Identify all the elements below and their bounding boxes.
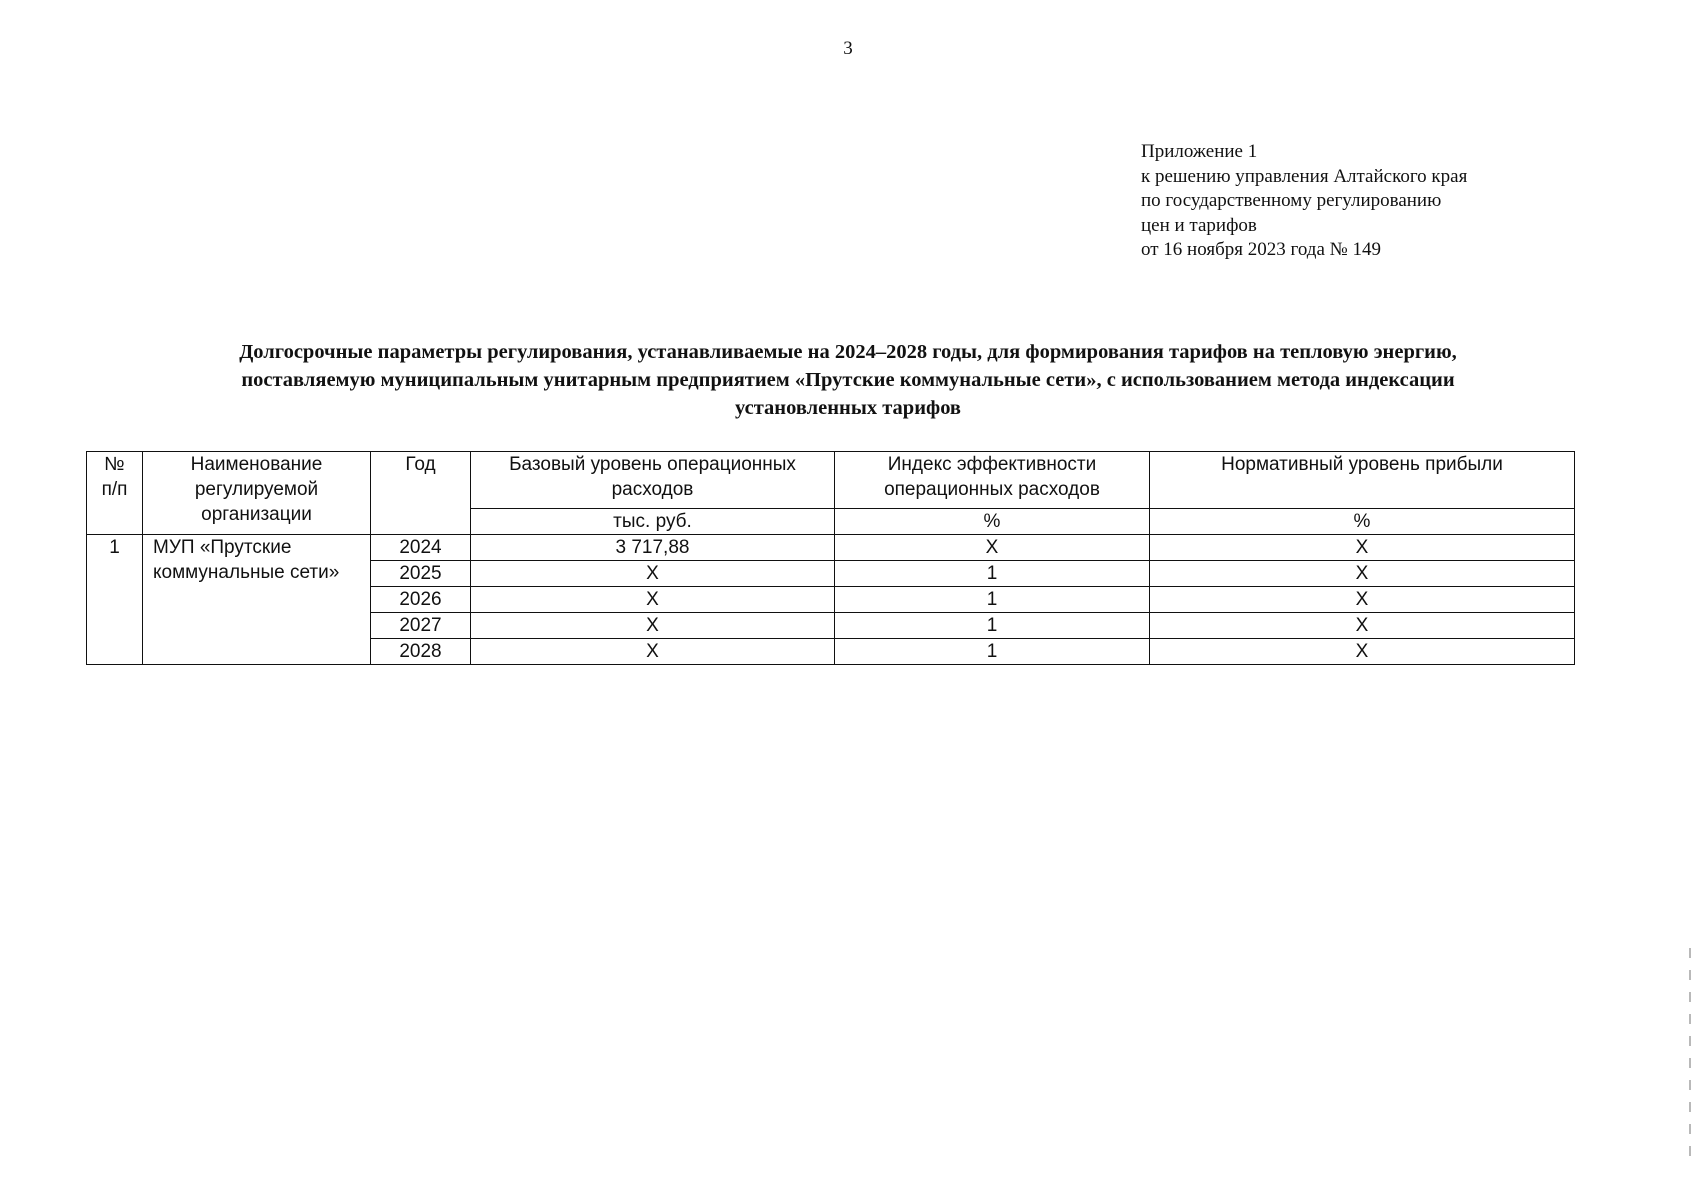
header-text: расходов <box>611 479 694 500</box>
header-text: Наименование <box>190 454 323 475</box>
title-line: Долгосрочные параметры регулирования, устанавливаемые на 2024–2028 годы, для формирования тарифов на тепловую энергию, <box>239 341 1457 363</box>
efficiency-index-cell: 1 <box>835 561 1150 587</box>
unit-profit: % <box>1150 509 1575 535</box>
header-text: п/п <box>101 479 128 500</box>
header-text: Нормативный уровень прибыли <box>1221 454 1503 475</box>
base-level-cell: X <box>471 561 835 587</box>
appendix-line: к решению управления Алтайского края <box>1141 165 1468 187</box>
table-row <box>87 535 1575 561</box>
efficiency-index-cell: 1 <box>835 587 1150 613</box>
row-number: 1 <box>87 535 143 665</box>
header-row <box>87 452 1575 509</box>
header-text: Год <box>405 454 436 475</box>
year-cell: 2024 <box>371 535 471 561</box>
appendix-line: цен и тарифов <box>1141 214 1257 236</box>
organization-name-line: коммунальные сети» <box>153 562 340 583</box>
appendix-line: по государственному регулированию <box>1141 190 1442 211</box>
appendix-line: Приложение 1 <box>1141 141 1258 162</box>
profit-level-cell: X <box>1150 561 1575 587</box>
unit-base: тыс. руб. <box>471 509 835 535</box>
organization-name-line: МУП «Прутские <box>153 537 292 558</box>
efficiency-index-cell: 1 <box>835 639 1150 665</box>
profit-level-cell: X <box>1150 639 1575 665</box>
year-cell: 2025 <box>371 561 471 587</box>
scan-margin-marks <box>1689 948 1691 1168</box>
header-text: Базовый уровень операционных <box>509 454 796 475</box>
appendix-line: от 16 ноября 2023 года № 149 <box>1141 239 1382 260</box>
base-level-cell: X <box>471 639 835 665</box>
header-year <box>371 452 471 535</box>
year-cell: 2027 <box>371 613 471 639</box>
profit-level-cell: X <box>1150 535 1575 561</box>
page-number: 3 <box>843 38 853 59</box>
header-base-level <box>471 452 835 509</box>
efficiency-index-cell: X <box>835 535 1150 561</box>
header-text: № <box>104 454 125 475</box>
year-cell: 2026 <box>371 587 471 613</box>
header-text: организации <box>201 504 312 525</box>
header-efficiency-index <box>835 452 1150 509</box>
base-level-cell: 3 717,88 <box>471 535 835 561</box>
header-text: регулируемой <box>194 479 319 500</box>
profit-level-cell: X <box>1150 613 1575 639</box>
title-line: поставляемую муниципальным унитарным предприятием «Прутские коммунальные сети», с использованием метода индексации <box>241 369 1455 391</box>
parameters-table <box>86 451 1575 665</box>
organization-name <box>143 535 371 665</box>
unit-index: % <box>835 509 1150 535</box>
appendix-block <box>1141 140 1467 263</box>
profit-level-cell: X <box>1150 587 1575 613</box>
header-organization <box>143 452 371 535</box>
year-cell: 2028 <box>371 639 471 665</box>
header-profit-level <box>1150 452 1575 509</box>
base-level-cell: X <box>471 587 835 613</box>
header-text: Индекс эффективности <box>887 454 1097 475</box>
base-level-cell: X <box>471 613 835 639</box>
header-number <box>87 452 143 535</box>
efficiency-index-cell: 1 <box>835 613 1150 639</box>
title-line: установленных тарифов <box>734 397 962 419</box>
header-text: операционных расходов <box>884 479 1100 500</box>
document-title <box>80 338 1616 422</box>
